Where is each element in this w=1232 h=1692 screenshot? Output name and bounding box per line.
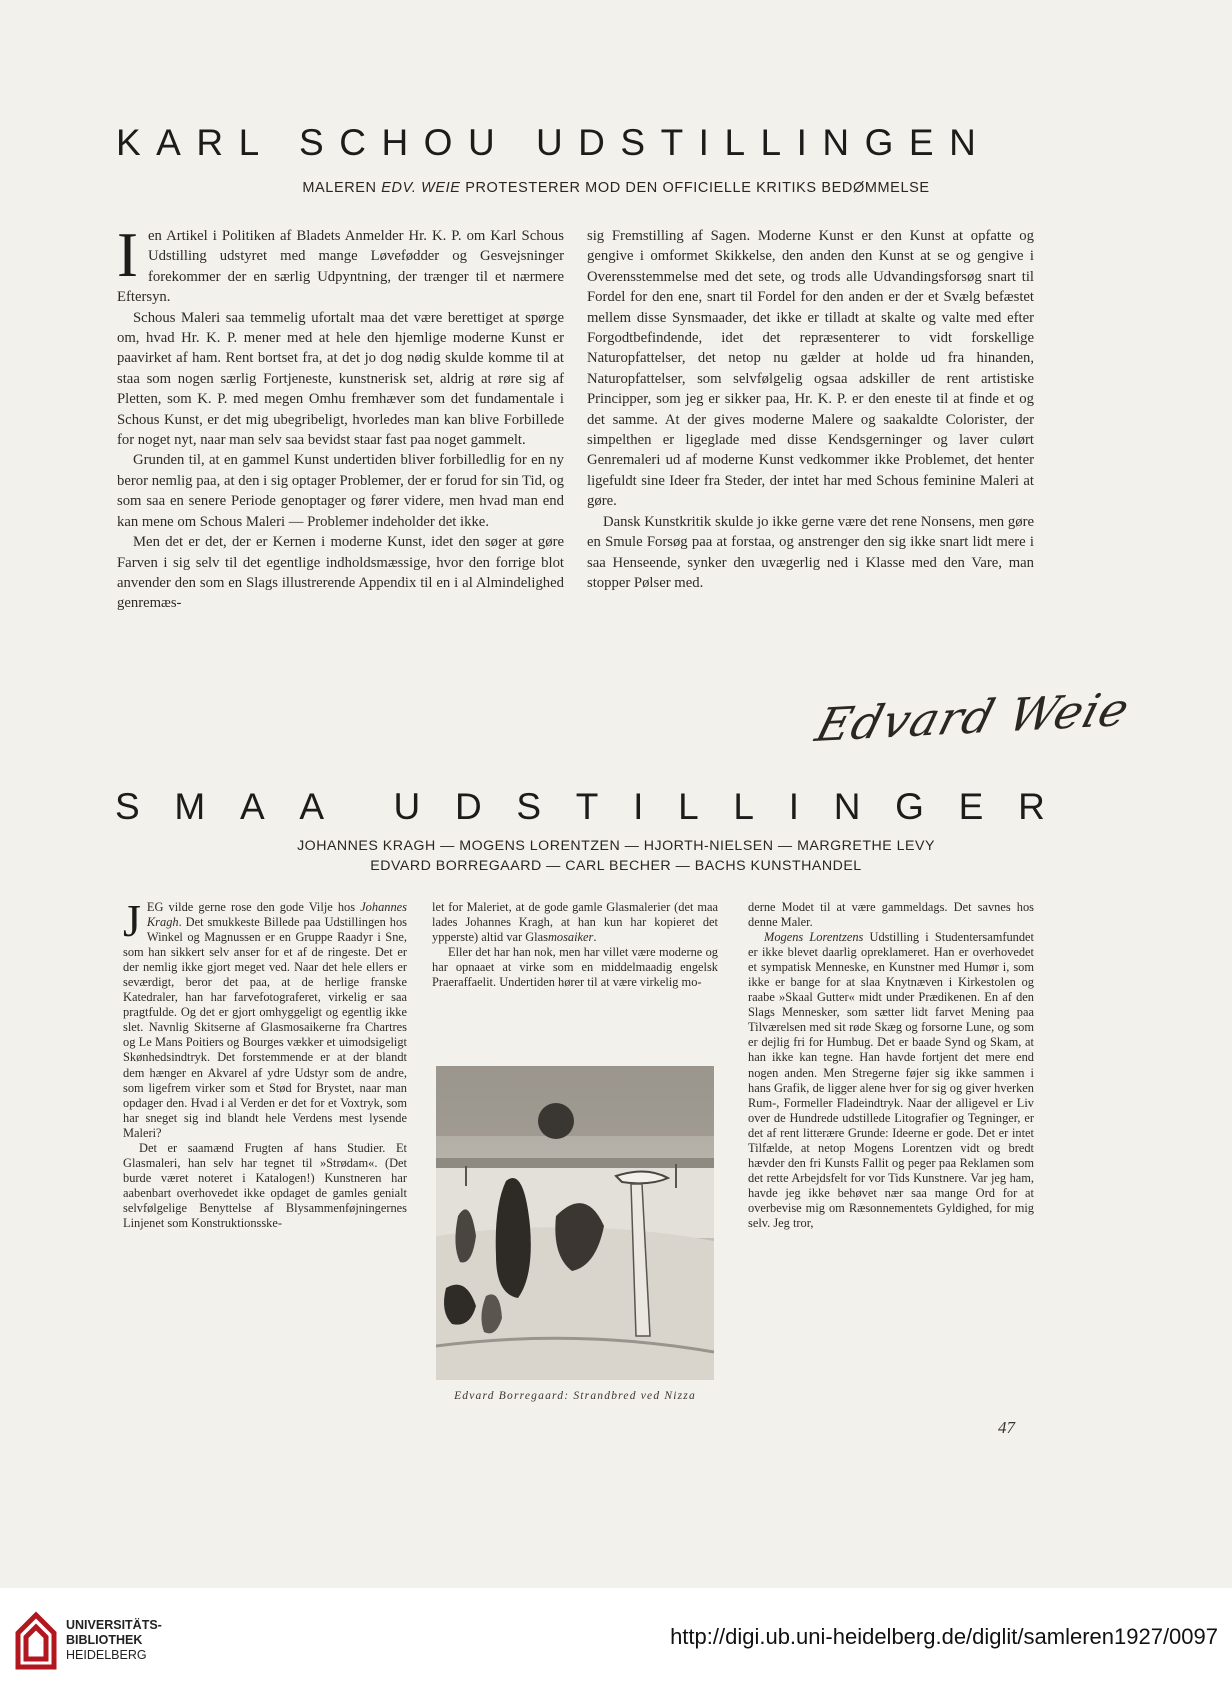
drop-cap: I <box>117 220 138 290</box>
paragraph: Grunden til, at en gammel Kunst undertiden bliver forbilledlig for en ny beror nemlig paa, at den i sig optager Problemer, der er forud for sin Tid, og som saa en senere Periode genoptager og fører videre, men hvad man end kan mene om Schous Maleri — Problemer indeholder det ikke. <box>117 452 564 530</box>
title-letter: A <box>299 786 325 827</box>
paragraph: Eller det har han nok, men har villet være moderne og har opnaaet at virke som en middelmaadig engelsk Praeraffaelit. Undertiden hører til at være virkelig mo- <box>432 945 718 990</box>
library-name-line2: BIBLIOTHEK <box>66 1633 143 1647</box>
article2-column-3 <box>748 900 1034 1231</box>
subtitle-pre: MALEREN <box>302 180 377 196</box>
title-letter: G <box>895 786 924 827</box>
library-name-line1: UNIVERSITÄTS- <box>66 1618 162 1632</box>
paragraph <box>123 895 407 1141</box>
subtitle-post: PROTESTERER MOD DEN OFFICIELLE KRITIKS BEDØMMELSE <box>465 180 930 196</box>
title-letter: L <box>733 786 754 827</box>
paragraph: derne Modet til at være gammeldags. Det savnes hos denne Maler. <box>748 900 1034 930</box>
paragraph <box>117 220 564 308</box>
title-letter: A <box>239 786 265 827</box>
paragraph-text: . <box>593 930 597 945</box>
title-letter: N <box>833 786 861 827</box>
painting-caption: Edvard Borregaard: Strandbred ved Nizza <box>454 1390 696 1402</box>
paragraph-text: let for Maleriet, at de gode gamle Glasmalerier (det maa lades Johannes Kragh, at han kun har kopieret det ypperste) altid var Glas <box>432 900 718 945</box>
paragraph: Schous Maleri saa temmelig ufortalt maa det være berettiget at spørge om, hvad Hr. K. P. mener med at hele den hjemlige moderne Kunst er paavirket af ham. Rent bortset fra, at det jo dog nødig skulde komme til at staa som nogen særlig Fortjeneste, kunstnerisk set, aldrig at røre sig af Pletten, som K. P. med megen Omhu fremhæver som det fundamentale i Schous Kunst, er det mig ubegribeligt, hvorledes man kan blive Forbillede for noget nyt, naar man selv saa bevidst staar fast paa noget gammelt. <box>117 309 564 449</box>
paragraph-text: Udstilling i Studentersamfundet er ikke blevet daarlig opreklameret. Han er overhovedet et sympatisk Menneske, en Kunstner med Humør i, som ikke er bange for at slaa Knytnæven i Kirkestolen og raabe »Skaal Gutter« midt under Prædikenen. En af den Slags Mennesker, som sætter lidt farvet Mening paa Tilværelsen med sit røde Skæg og forsorne Lune, og som er dejlig fri for Humbug. Det er baade Synd og Skam, at han ikke kan tegne. Han havde fortjent det mere end nogen anden. Men Stregerne føjer sig ikke sammen i hans Grafik, de ligger alene hver for sig og giver hverken Rum-, Formeller Fladeindtryk. Naar der alligevel er Liv over de Hundrede udstillede Litografier og Tegninger, er det af rent litterære Grunde: Ideerne er gode. Det er intet Tilfælde, at netop Mogens Lorentzen vidt og bredt hævder den fri Kunsts Fallit og peger paa Reklamen som det rette Arbejdsfelt for vor Tids Kunstnere. Var jeg ham, havde jeg ikke behøvet nær saa mange Ord for at overbevise mig om Ræsonnementets Gyldighed, for mig selv. Jeg tror, <box>748 930 1034 1230</box>
source-url[interactable]: http://digi.ub.uni-heidelberg.de/diglit/samleren1927/0097 <box>670 1624 1218 1649</box>
article1-column-right <box>587 226 1034 593</box>
title-letter: T <box>575 786 599 827</box>
paragraph: sig Fremstilling af Sagen. Moderne Kunst er den Kunst at opfatte og gengive i omformet Skikkelse, den anden den Kunst at se og gengive i Overensstemmelse med det sete, og trods alle Udvandingsforsøg snart til Fordel for den ene, snart til Fordel for den anden er der et Svælg befæstet mellem disse Synsmaader, det ikke er tilladt at skalte og valte med efter Forgodtbefindende, idet det repræsenterer to vidt forskellige Naturopfattelser, det netop nu gælder at holde ud fra hinanden, Naturopfattelser, som selvfølgelig ogsaa adskiller de rent artistiske Principper, som jeg er sikker paa, Hr. K. P. er den eneste til at finde et og det samme. At der gives moderne Malere og saakaldte Colorister, der simpelthen er ligeglade med disse Kendsgerninger og laver culørt Genremaleri ud af moderne Kunst vedkommer ikke Problemet, det henter ligefuldt sine Ideer fra Steder, der intet har med Schous feminine Maleri at gøre. <box>587 228 1034 510</box>
artist-name: Johannes Kragh <box>146 900 407 930</box>
signature: Edvard Weie <box>810 682 1136 752</box>
paragraph: Dansk Kunstkritik skulde jo ikke gerne være det rene Nonsens, men gøre en Smule Forsøg paa at forstaa, og anstrenger den sig ikke snart lidt mere i saa Henseende, synker den uvægerlig ned i Klasse med den Vare, man stopper Pølser med. <box>587 513 1034 591</box>
title-letter: I <box>633 786 644 827</box>
title-letter: R <box>1018 786 1045 827</box>
emphasis: mosaiker <box>547 930 594 945</box>
painting-reproduction <box>436 1066 714 1380</box>
paragraph-text: . Det smukkeste Billede paa Udstillingen hos Winkel og Magnussen er en Gruppe Raadyr i Sne, som han sikkert selv anser for et af de ringeste. Det er der nemlig ikke gjort meget ved. Naar det hele ellers er seværdigt, beror det paa, at de herlige franske Katedraler, han har farvefotograferet, virkelig er saa pragtfulde. Og det er gjort omhyggeligt og egentlig ikke slet. Navnlig Skitserne af Glasmosaikerne fra Chartres og Le Mans Poitiers og Bourges vækker et uimodsigeligt Skønhedsindtryk. Det forstemmende er at der blandt dem hænger en Akvarel af ydre Udstyr som de andre, som ligefrem virker som et Stød for Brystet, naar man opdager den. Hvad i al Verden er det for et Voxtryk, som har sneget sig ind blandt hele Verdens mest lysende Maleri? <box>123 915 407 1140</box>
title-letter: S <box>115 786 140 827</box>
title-letter: L <box>678 786 699 827</box>
title-letter: S <box>516 786 542 827</box>
article2-subtitle-line2: EDVARD BORREGAARD — CARL BECHER — BACHS KUNSTHANDEL <box>370 858 862 874</box>
paragraph: Det er saamænd Frugten af hans Studier. Et Glasmaleri, han selv har tegnet til »Strødam«. (Det burde været noteret i Katalogen!) Kunstneren har aabenbart overhovedet ikke opdaget de gamles genialt selvfølgelige Benyttelse af Blysammenføjningernes Linjenet som Konstruktionsske- <box>123 1140 407 1230</box>
library-name <box>66 1618 162 1663</box>
article-subtitle <box>0 180 1232 196</box>
title-letter: D <box>454 786 482 827</box>
paragraph-text: EG vilde gerne rose den gode Vilje hos <box>146 900 361 914</box>
article2-subtitle-line1: JOHANNES KRAGH — MOGENS LORENTZEN — HJORTH-NIELSEN — MARGRETHE LEVY <box>297 838 935 854</box>
paragraph-text: en Artikel i Politiken af Bladets Anmelder Hr. K. P. om Karl Schous Udstilling udstyret med mange Løvefødder og Gesvejsninger forekommer der en særlig Udpyntning, der trænger til et nærmere Eftersyn. <box>117 228 564 306</box>
article1-column-left <box>117 220 564 614</box>
drop-cap: J <box>123 895 141 946</box>
title-letter: U <box>393 786 421 827</box>
paragraph <box>748 930 1034 1231</box>
subtitle-name: EDV. WEIE <box>381 180 461 196</box>
article-title-karl-schou: KARL SCHOU UDSTILLINGEN <box>116 122 992 163</box>
title-letter: I <box>788 786 799 827</box>
article-title-smaa-udstillinger <box>115 786 1045 828</box>
title-letter: E <box>958 786 984 827</box>
library-logo-icon <box>14 1611 58 1671</box>
library-name-line3: HEIDELBERG <box>66 1648 147 1662</box>
artist-name: Mogens Lorentzens <box>764 930 864 945</box>
page-number: 47 <box>998 1418 1015 1437</box>
article2-column-2 <box>432 900 718 990</box>
title-letter: M <box>174 786 206 827</box>
paragraph: Men det er det, der er Kernen i moderne Kunst, idet den søger at gøre Farven i sig selv til det egentlige indholdsmæssige, hvor den forrige blot anvender den som en Slags illustrerende Appendix til en i al Almindelighed genremæs- <box>117 534 564 612</box>
article2-column-1 <box>123 895 407 1231</box>
paragraph <box>432 900 718 945</box>
painting-image <box>436 1066 714 1380</box>
